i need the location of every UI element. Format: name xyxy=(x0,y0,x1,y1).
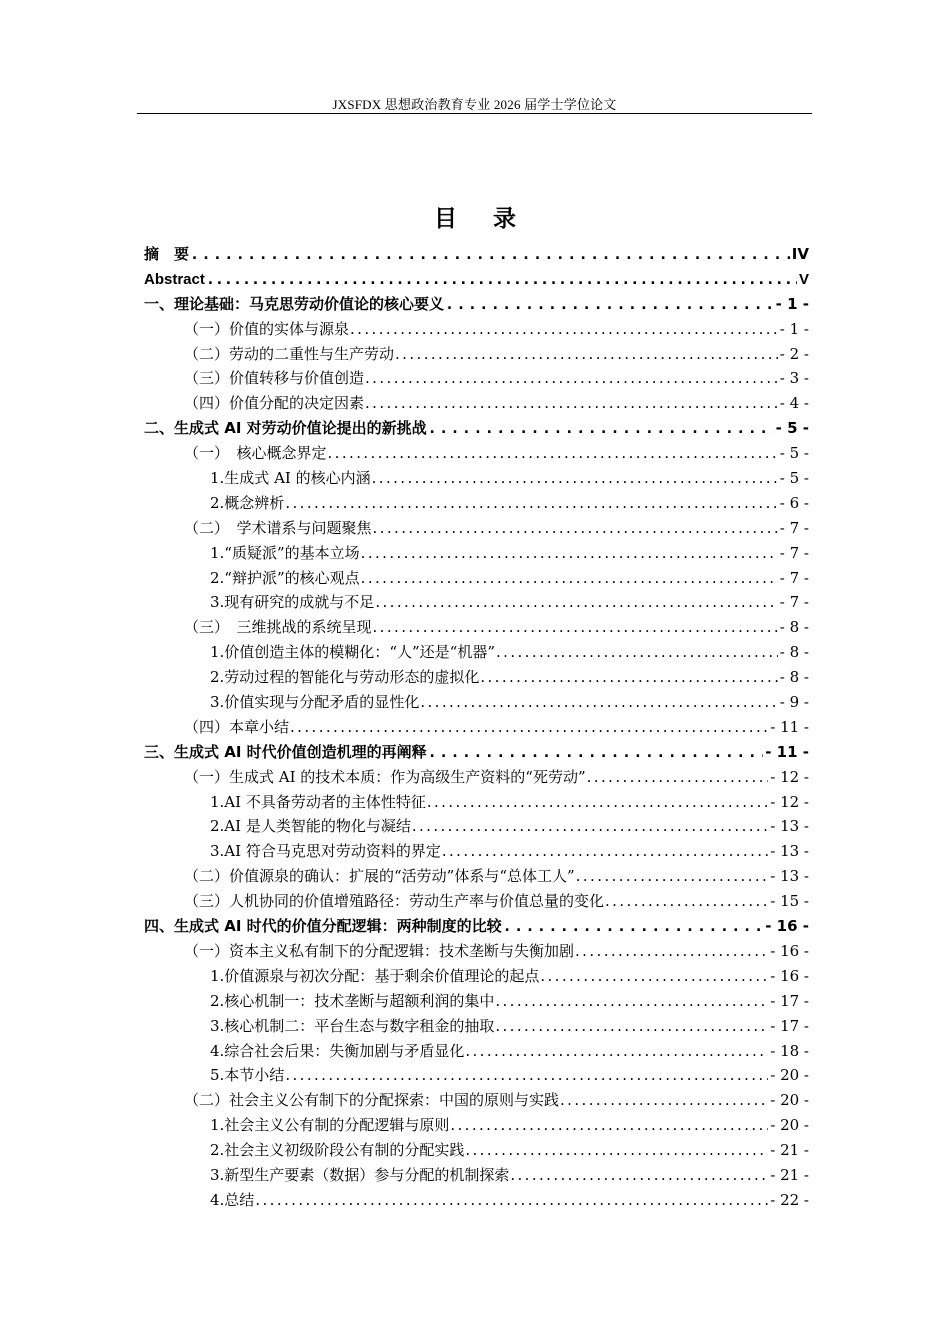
toc-entry[interactable] xyxy=(144,416,809,441)
toc-entry[interactable] xyxy=(144,765,809,790)
toc-dot-leader xyxy=(441,839,768,864)
toc-entry-page: - 22 - xyxy=(770,1190,809,1209)
toc-entry-title: （三） 三维挑战的系统呈现 xyxy=(184,618,372,637)
toc-dot-leader xyxy=(360,566,778,591)
toc-entry-title: 3.AI 符合马克思对劳动资料的界定 xyxy=(210,842,441,861)
toc-entry[interactable] xyxy=(144,242,809,267)
toc-entry-page: - 13 - xyxy=(770,817,809,836)
toc-entry[interactable] xyxy=(144,366,809,391)
toc-entry[interactable] xyxy=(144,1188,809,1213)
toc-entry-title: 2.劳动过程的智能化与劳动形态的虚拟化 xyxy=(210,668,480,687)
toc-entry-page: - 7 - xyxy=(779,568,809,587)
toc-entry-title: 2.社会主义初级阶段公有制的分配实践 xyxy=(210,1141,465,1160)
toc-entry-title: 二、生成式 AI 对劳动价值论提出的新挑战 xyxy=(144,419,427,438)
toc-entry[interactable] xyxy=(144,1063,809,1088)
toc-entry[interactable] xyxy=(144,541,809,566)
toc-dot-leader xyxy=(189,242,790,267)
toc-dot-leader xyxy=(364,366,778,391)
toc-entry-page: - 5 - xyxy=(779,469,809,488)
toc-entry-title: （二） 学术谱系与问题聚焦 xyxy=(184,518,372,537)
toc-entry[interactable] xyxy=(144,391,809,416)
toc-entry[interactable] xyxy=(144,964,809,989)
toc-dot-leader xyxy=(205,267,797,292)
toc-entry[interactable] xyxy=(144,839,809,864)
toc-dot-leader xyxy=(284,491,777,516)
toc-entry-page: - 11 - xyxy=(770,717,809,736)
toc-entry-page: - 8 - xyxy=(779,668,809,687)
toc-entry[interactable] xyxy=(144,989,809,1014)
toc-dot-leader xyxy=(494,1014,768,1039)
toc-entry-page: - 21 - xyxy=(770,1165,809,1184)
toc-entry-title: 2.AI 是人类智能的物化与凝结 xyxy=(210,817,411,836)
toc-dot-leader xyxy=(494,989,768,1014)
toc-dot-leader xyxy=(604,889,768,914)
toc-entry-title: （三）人机协同的价值增殖路径：劳动生产率与价值总量的变化 xyxy=(184,892,605,911)
toc-entry[interactable] xyxy=(144,1138,809,1163)
toc-dot-leader xyxy=(372,516,778,541)
toc-entry-title: 3.价值实现与分配矛盾的显性化 xyxy=(210,693,420,712)
toc-entry[interactable] xyxy=(144,267,809,292)
toc-entry[interactable] xyxy=(144,1039,809,1064)
toc-entry[interactable] xyxy=(144,690,809,715)
toc-entry-page: - 4 - xyxy=(779,394,809,413)
toc-entry-title: （一）价值的实体与源泉 xyxy=(184,319,350,338)
page-header: JXSFDX 思想政治教育专业 2026 届学士学位论文 xyxy=(332,97,617,112)
toc-entry-page: - 20 - xyxy=(770,1066,809,1085)
toc-dot-leader xyxy=(502,914,764,939)
toc-entry-title: 2.“辩护派”的核心观点 xyxy=(210,568,360,587)
toc-entry-page: - 2 - xyxy=(779,344,809,363)
toc-entry[interactable] xyxy=(144,317,809,342)
toc-entry[interactable] xyxy=(144,914,809,939)
toc-entry-page: - 16 - xyxy=(765,917,809,936)
toc-entry[interactable] xyxy=(144,566,809,591)
toc-entry-title: 3.新型生产要素（数据）参与分配的机制探索 xyxy=(210,1165,510,1184)
toc-entry[interactable] xyxy=(144,939,809,964)
toc-dot-leader xyxy=(427,740,764,765)
toc-entry[interactable] xyxy=(144,1113,809,1138)
toc-entry-page: - 7 - xyxy=(779,518,809,537)
toc-dot-leader xyxy=(464,1138,768,1163)
toc-entry-page: - 6 - xyxy=(779,493,809,512)
toc-entry-page: - 12 - xyxy=(770,792,809,811)
toc-entry[interactable] xyxy=(144,864,809,889)
toc-entry-title: 1.AI 不具备劳动者的主体性特征 xyxy=(210,792,426,811)
toc-entry-title: 1.价值源泉与初次分配：基于剩余价值理论的起点 xyxy=(210,966,540,985)
toc-entry-title: 一、理论基础：马克思劳动价值论的核心要义 xyxy=(144,294,445,313)
toc-dot-leader xyxy=(479,665,777,690)
toc-entry[interactable] xyxy=(144,441,809,466)
toc-entry[interactable] xyxy=(144,491,809,516)
toc-entry[interactable] xyxy=(144,1163,809,1188)
toc-dot-leader xyxy=(254,1188,768,1213)
toc-entry[interactable] xyxy=(144,790,809,815)
toc-dot-leader xyxy=(284,1063,768,1088)
toc-dot-leader xyxy=(426,790,768,815)
toc-entry-page: - 17 - xyxy=(770,991,809,1010)
toc-entry-page: - 11 - xyxy=(765,742,809,761)
toc-entry[interactable] xyxy=(144,740,809,765)
toc-entry-page: - 13 - xyxy=(770,842,809,861)
toc-entry-page: - 9 - xyxy=(779,693,809,712)
table-of-contents xyxy=(144,242,809,1213)
toc-entry-title: 4.总结 xyxy=(210,1190,255,1209)
toc-entry-page: - 21 - xyxy=(770,1141,809,1160)
toc-dot-leader xyxy=(394,342,778,367)
toc-entry-page: - 12 - xyxy=(770,767,809,786)
toc-entry-page: - 3 - xyxy=(779,369,809,388)
toc-entry[interactable] xyxy=(144,640,809,665)
toc-entry[interactable] xyxy=(144,889,809,914)
toc-entry-title: 摘 要 xyxy=(144,245,190,263)
toc-entry-title: 3.现有研究的成就与不足 xyxy=(210,593,375,612)
toc-entry-page: - 1 - xyxy=(779,319,809,338)
toc-entry[interactable] xyxy=(144,665,809,690)
toc-entry[interactable] xyxy=(144,516,809,541)
toc-entry[interactable] xyxy=(144,292,809,317)
toc-entry-title: 1.价值创造主体的模糊化：“人”还是“机器” xyxy=(210,643,495,662)
toc-dot-leader xyxy=(411,814,768,839)
toc-dot-leader xyxy=(327,441,778,466)
toc-entry-page: - 18 - xyxy=(770,1041,809,1060)
toc-entry-page: - 7 - xyxy=(779,543,809,562)
toc-entry[interactable] xyxy=(144,466,809,491)
toc-dot-leader xyxy=(575,864,769,889)
toc-dot-leader xyxy=(464,1039,768,1064)
toc-entry[interactable] xyxy=(144,1088,809,1113)
toc-dot-leader xyxy=(349,317,778,342)
toc-entry-title: （二）价值源泉的确认：扩展的“活劳动”体系与“总体工人” xyxy=(184,867,575,886)
toc-entry-page: - 5 - xyxy=(779,444,809,463)
toc-entry-title: 3.核心机制二：平台生态与数字租金的抽取 xyxy=(210,1016,495,1035)
toc-entry-page: - 20 - xyxy=(770,1091,809,1110)
toc-dot-leader xyxy=(559,1088,768,1113)
toc-entry-page: - 13 - xyxy=(770,867,809,886)
toc-entry-title: （一）资本主义私有制下的分配逻辑：技术垄断与失衡加剧 xyxy=(184,941,575,960)
header-rule xyxy=(137,113,812,114)
toc-title: 目 录 xyxy=(433,206,530,232)
toc-dot-leader xyxy=(364,391,778,416)
toc-entry[interactable] xyxy=(144,715,809,740)
toc-entry-title: 1.生成式 AI 的核心内涵 xyxy=(210,469,371,488)
toc-dot-leader xyxy=(449,1113,768,1138)
toc-entry-title: 三、生成式 AI 时代价值创造机理的再阐释 xyxy=(144,742,427,761)
toc-dot-leader xyxy=(509,1163,768,1188)
toc-entry-title: （三）价值转移与价值创造 xyxy=(184,369,365,388)
toc-dot-leader xyxy=(444,292,774,317)
toc-dot-leader xyxy=(427,416,774,441)
toc-entry-page: - 15 - xyxy=(770,892,809,911)
toc-entry-title: （一）生成式 AI 的技术本质：作为高级生产资料的“死劳动” xyxy=(184,767,586,786)
toc-entry-page: IV xyxy=(791,245,809,263)
toc-dot-leader xyxy=(289,715,768,740)
toc-entry-title: 1.社会主义公有制的分配逻辑与原则 xyxy=(210,1116,450,1135)
toc-entry[interactable] xyxy=(144,814,809,839)
toc-entry-page: - 16 - xyxy=(770,941,809,960)
toc-entry-page: - 17 - xyxy=(770,1016,809,1035)
toc-entry-title: （一） 核心概念界定 xyxy=(184,444,327,463)
toc-dot-leader xyxy=(586,765,769,790)
toc-dot-leader xyxy=(371,466,778,491)
toc-dot-leader xyxy=(419,690,777,715)
toc-entry[interactable] xyxy=(144,1014,809,1039)
toc-entry-page: - 7 - xyxy=(779,593,809,612)
toc-entry-title: 1.“质疑派”的基本立场 xyxy=(210,543,360,562)
toc-entry-title: 5.本节小结 xyxy=(210,1066,285,1085)
toc-dot-leader xyxy=(539,964,768,989)
toc-entry[interactable] xyxy=(144,590,809,615)
toc-entry-title: （二）劳动的二重性与生产劳动 xyxy=(184,344,395,363)
toc-entry-title: 2.概念辨析 xyxy=(210,493,285,512)
toc-entry-page: - 5 - xyxy=(775,419,809,438)
toc-entry-title: Abstract xyxy=(144,270,205,288)
toc-entry-page: - 20 - xyxy=(770,1116,809,1135)
toc-dot-leader xyxy=(374,590,777,615)
toc-dot-leader xyxy=(495,640,778,665)
toc-entry-title: （二）社会主义公有制下的分配探索：中国的原则与实践 xyxy=(184,1091,560,1110)
toc-dot-leader xyxy=(372,615,778,640)
toc-entry-title: 2.核心机制一：技术垄断与超额利润的集中 xyxy=(210,991,495,1010)
toc-entry[interactable] xyxy=(144,342,809,367)
toc-entry-page: - 8 - xyxy=(779,618,809,637)
toc-entry[interactable] xyxy=(144,615,809,640)
toc-entry-page: V xyxy=(798,270,809,288)
toc-entry-title: 4.综合社会后果：失衡加剧与矛盾显化 xyxy=(210,1041,465,1060)
toc-entry-page: - 8 - xyxy=(779,643,809,662)
toc-dot-leader xyxy=(574,939,768,964)
toc-dot-leader xyxy=(360,541,778,566)
toc-entry-title: 四、生成式 AI 时代的价值分配逻辑：两种制度的比较 xyxy=(144,917,502,936)
toc-entry-page: - 1 - xyxy=(775,294,809,313)
toc-entry-title: （四）本章小结 xyxy=(184,717,290,736)
toc-entry-page: - 16 - xyxy=(770,966,809,985)
toc-entry-title: （四）价值分配的决定因素 xyxy=(184,394,365,413)
